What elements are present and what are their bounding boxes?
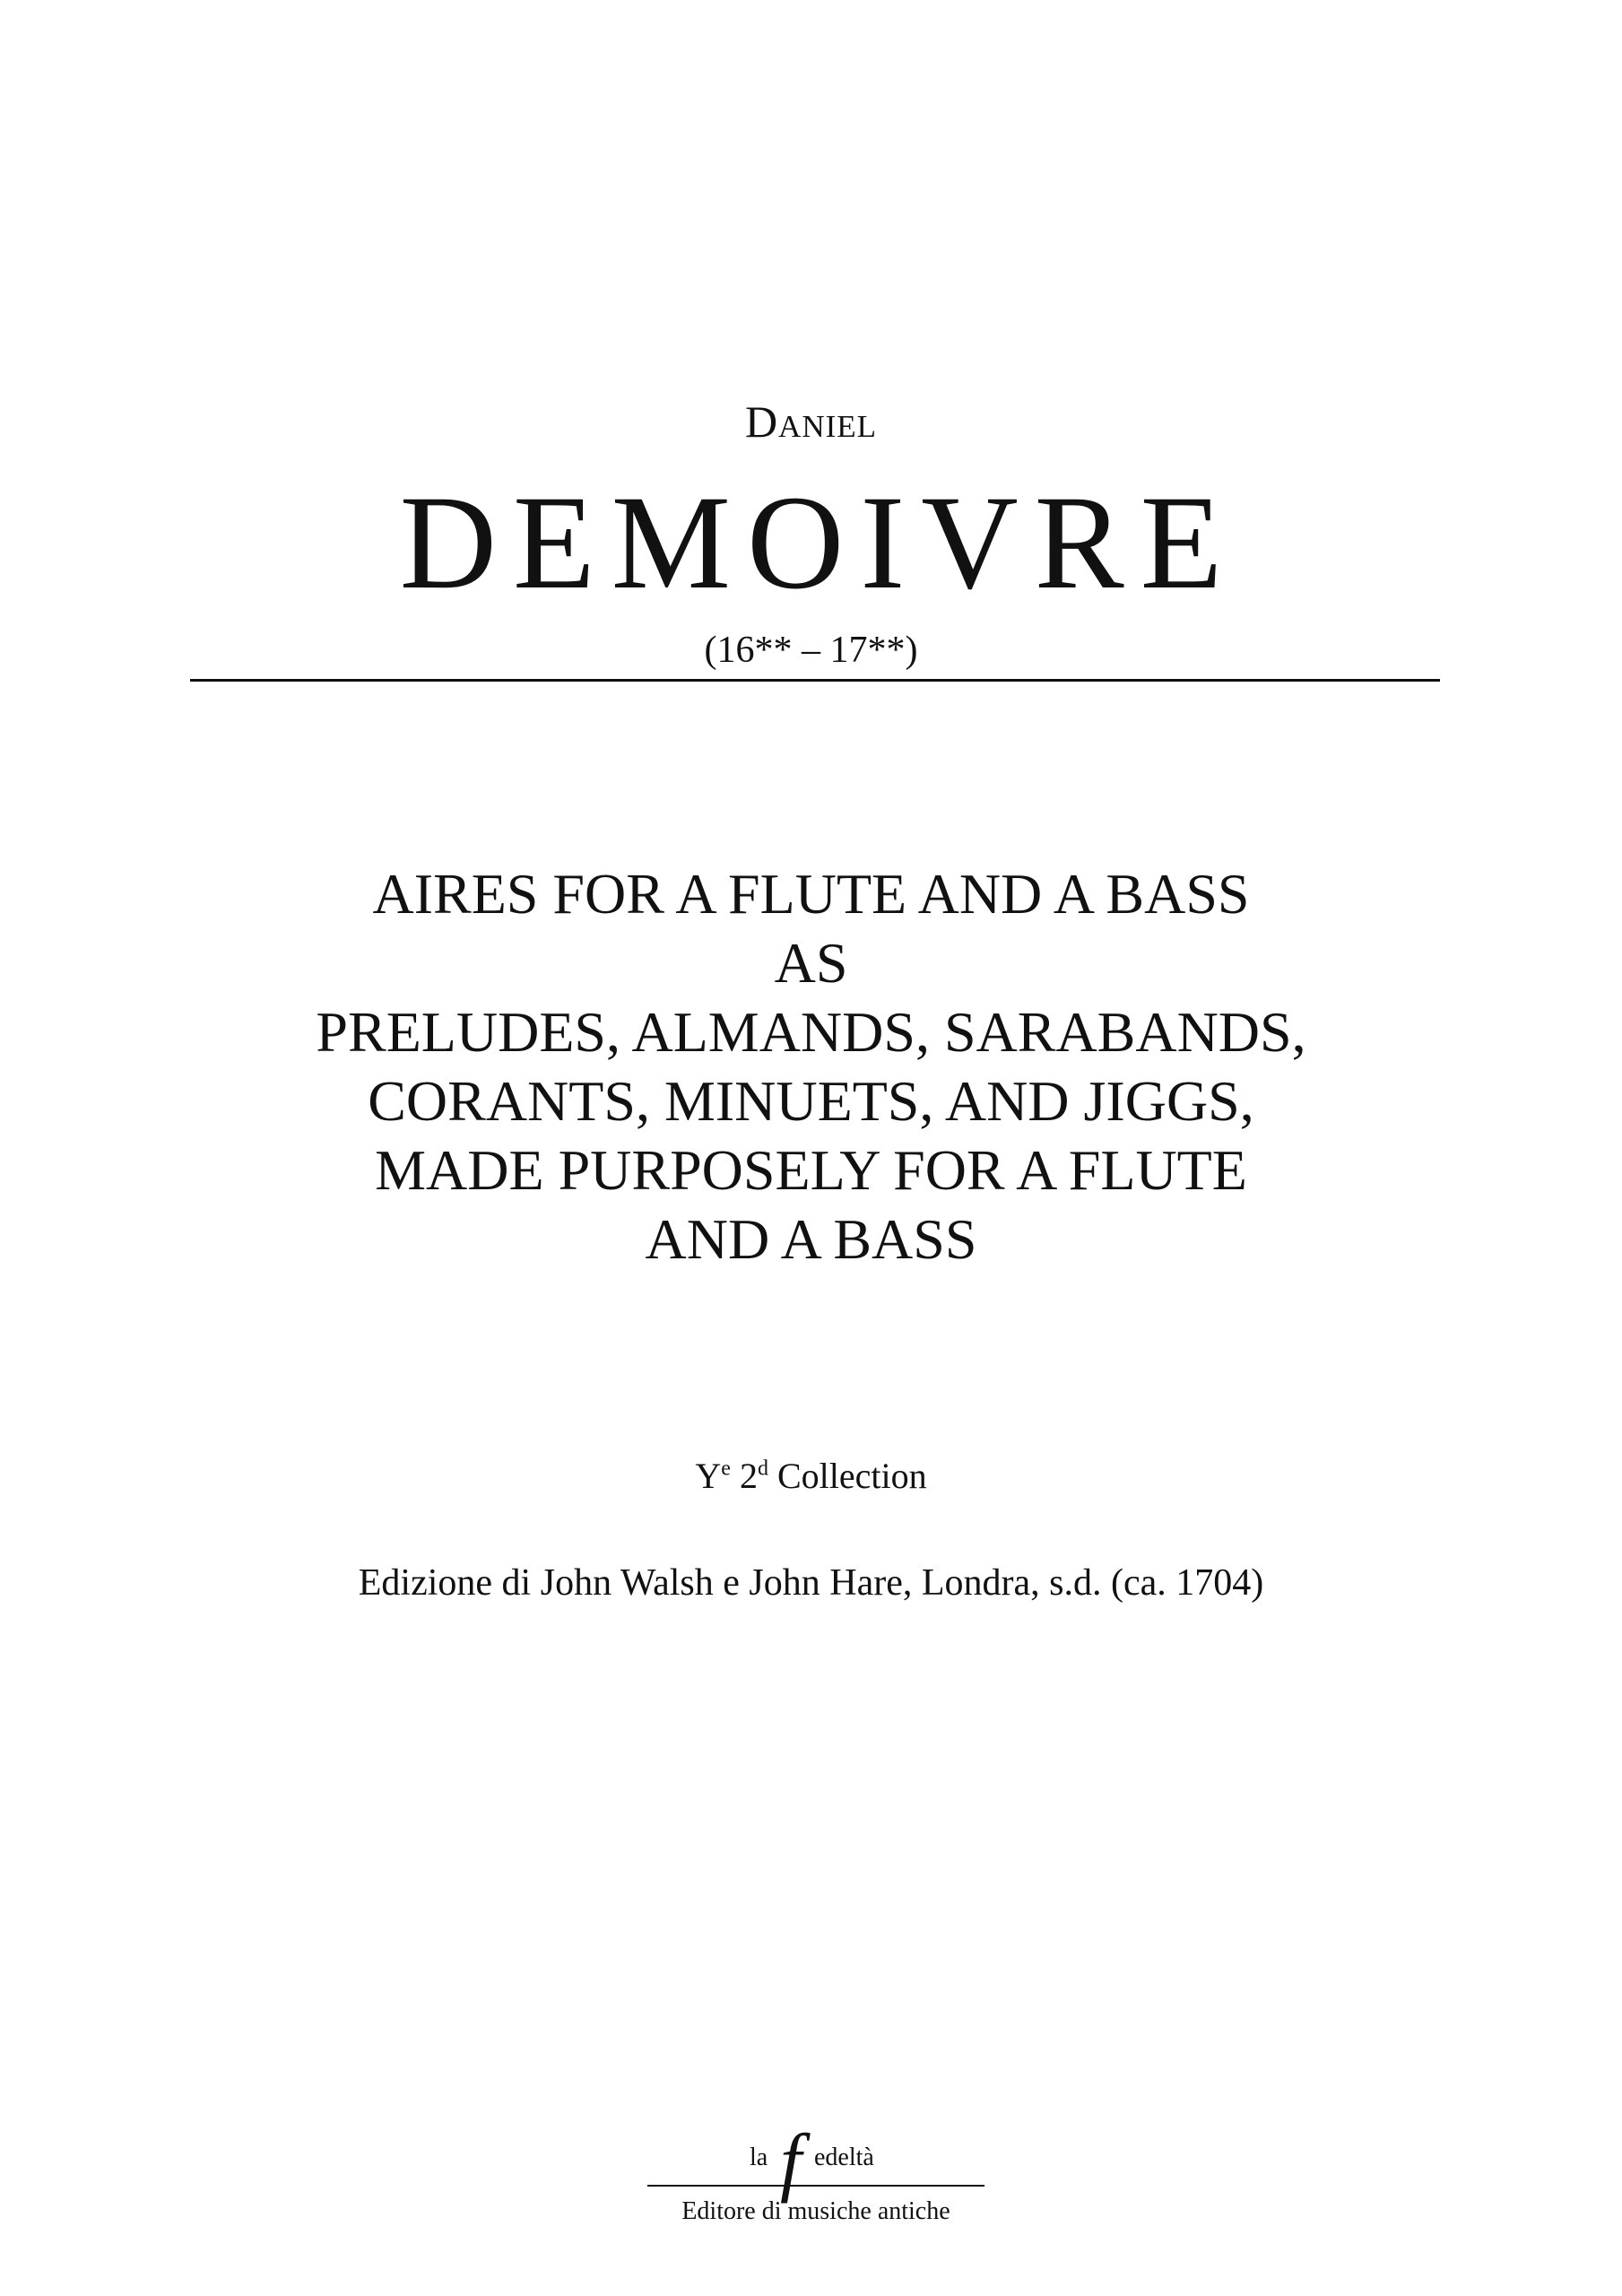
logo-rest: edeltà	[814, 2144, 874, 2171]
logo-f: f	[780, 2118, 802, 2204]
title-line: CORANTS, MINUETS, AND JIGGS,	[368, 1069, 1254, 1133]
composer-last-name: DEMOIVRE	[399, 468, 1239, 617]
collection-ordinal-sup: d	[757, 1457, 768, 1481]
title-line: MADE PURPOSELY FOR A FLUTE	[375, 1138, 1247, 1202]
edition-note: Edizione di John Walsh e John Hare, Londra, s.d. (ca. 1704)	[358, 1562, 1264, 1604]
publisher-logo	[646, 2118, 986, 2225]
title-line: AND A BASS	[645, 1207, 977, 1271]
work-title	[0, 859, 1622, 1274]
header-rule	[190, 679, 1440, 682]
title-line: PRELUDES, ALMANDS, SARABANDS,	[316, 1000, 1306, 1064]
title-line: AS	[774, 931, 848, 995]
collection-article-sup: e	[721, 1457, 731, 1481]
logo-rule	[647, 2185, 984, 2187]
composer-first-name: Daniel	[744, 396, 878, 447]
title-line: AIRES FOR A FLUTE AND A BASS	[372, 862, 1250, 926]
collection-article: Y	[695, 1456, 722, 1496]
composer-dates: (16** – 17**)	[704, 630, 918, 671]
collection-label	[0, 1455, 1622, 1498]
collection-word: Collection	[776, 1456, 927, 1496]
publisher-subtitle: Editore di musiche antiche	[681, 2197, 950, 2225]
collection-ordinal: 2	[739, 1456, 758, 1496]
logo-la: la	[750, 2144, 768, 2171]
